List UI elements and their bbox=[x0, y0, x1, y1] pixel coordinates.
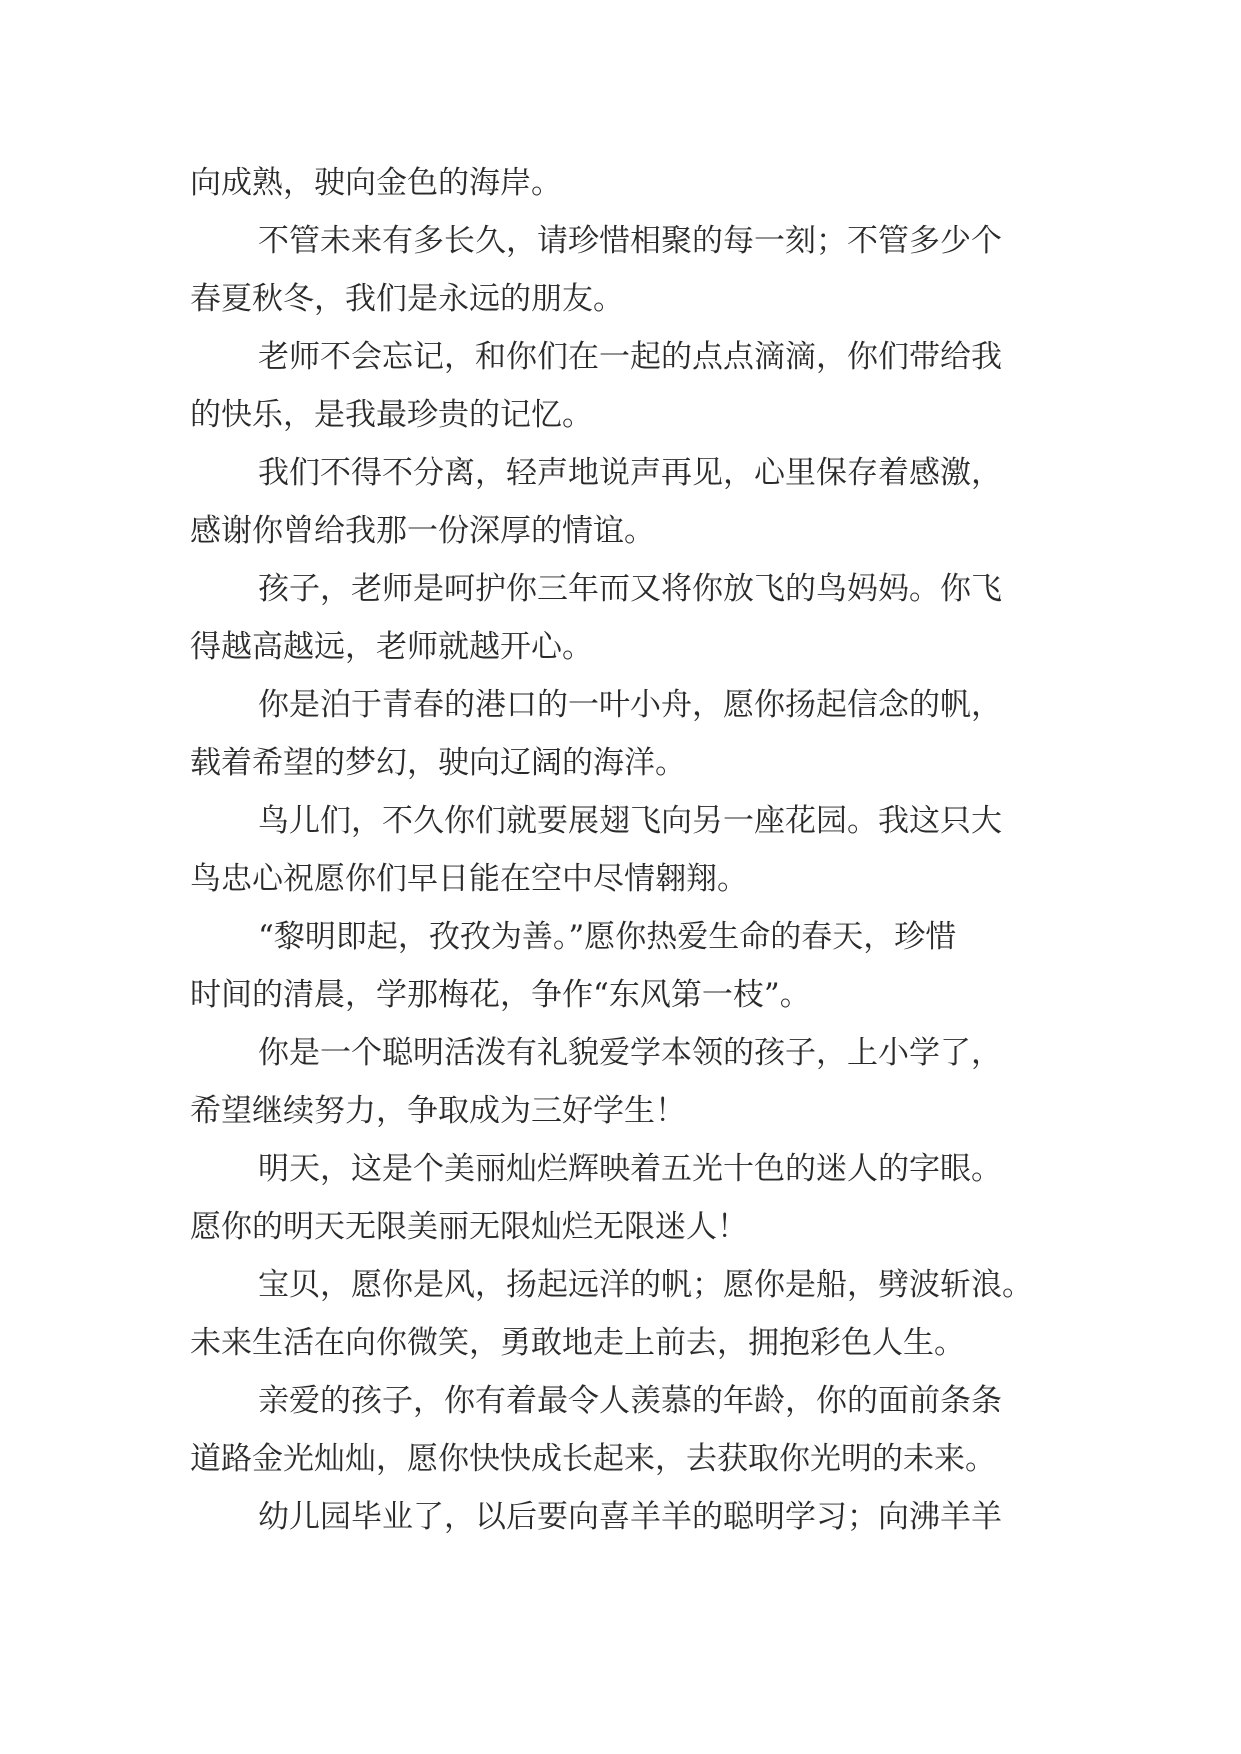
text-line: 道路金光灿灿，愿你快快成长起来，去获取你光明的未来。 bbox=[190, 1441, 996, 1477]
text-line: 你是一个聪明活泼有礼貌爱学本领的孩子，上小学了， bbox=[258, 1035, 1002, 1071]
text-line: 不管未来有多长久，请珍惜相聚的每一刻；不管多少个 bbox=[258, 223, 1002, 259]
text-line: 感谢你曾给我那一份深厚的情谊。 bbox=[190, 513, 655, 549]
text-line: 未来生活在向你微笑，勇敢地走上前去，拥抱彩色人生。 bbox=[190, 1325, 965, 1361]
text-line: 老师不会忘记，和你们在一起的点点滴滴，你们带给我 bbox=[258, 339, 1002, 375]
text-line: 载着希望的梦幻，驶向辽阔的海洋。 bbox=[190, 745, 686, 781]
text-line: 幼儿园毕业了，以后要向喜羊羊的聪明学习；向沸羊羊 bbox=[258, 1499, 1002, 1535]
text-line: 我们不得不分离，轻声地说声再见，心里保存着感激， bbox=[258, 455, 1002, 491]
text-line: 鸟忠心祝愿你们早日能在空中尽情翱翔。 bbox=[190, 861, 748, 897]
text-line: 明天，这是个美丽灿烂辉映着五光十色的迷人的字眼。 bbox=[258, 1151, 1002, 1187]
document-body bbox=[190, 154, 1070, 1546]
text-line: 春夏秋冬，我们是永远的朋友。 bbox=[190, 281, 624, 317]
text-line: “黎明即起，孜孜为善。”愿你热爱生命的春天，珍惜 bbox=[258, 919, 957, 955]
text-line: 愿你的明天无限美丽无限灿烂无限迷人！ bbox=[190, 1209, 748, 1245]
text-line: 的快乐，是我最珍贵的记忆。 bbox=[190, 397, 593, 433]
text-line: 宝贝，愿你是风，扬起远洋的帆；愿你是船，劈波斩浪。 bbox=[258, 1267, 1033, 1303]
text-line: 鸟儿们，不久你们就要展翅飞向另一座花园。我这只大 bbox=[258, 803, 1002, 839]
text-line: 希望继续努力，争取成为三好学生！ bbox=[190, 1093, 686, 1129]
text-line: 时间的清晨，学那梅花，争作“东风第一枝”。 bbox=[190, 977, 811, 1013]
text-line: 得越高越远，老师就越开心。 bbox=[190, 629, 593, 665]
text-line: 你是泊于青春的港口的一叶小舟，愿你扬起信念的帆， bbox=[258, 687, 1002, 723]
text-line: 孩子，老师是呵护你三年而又将你放飞的鸟妈妈。你飞 bbox=[258, 571, 1002, 607]
text-line: 亲爱的孩子，你有着最令人羡慕的年龄，你的面前条条 bbox=[258, 1383, 1002, 1419]
text-line: 向成熟，驶向金色的海岸。 bbox=[190, 165, 562, 201]
